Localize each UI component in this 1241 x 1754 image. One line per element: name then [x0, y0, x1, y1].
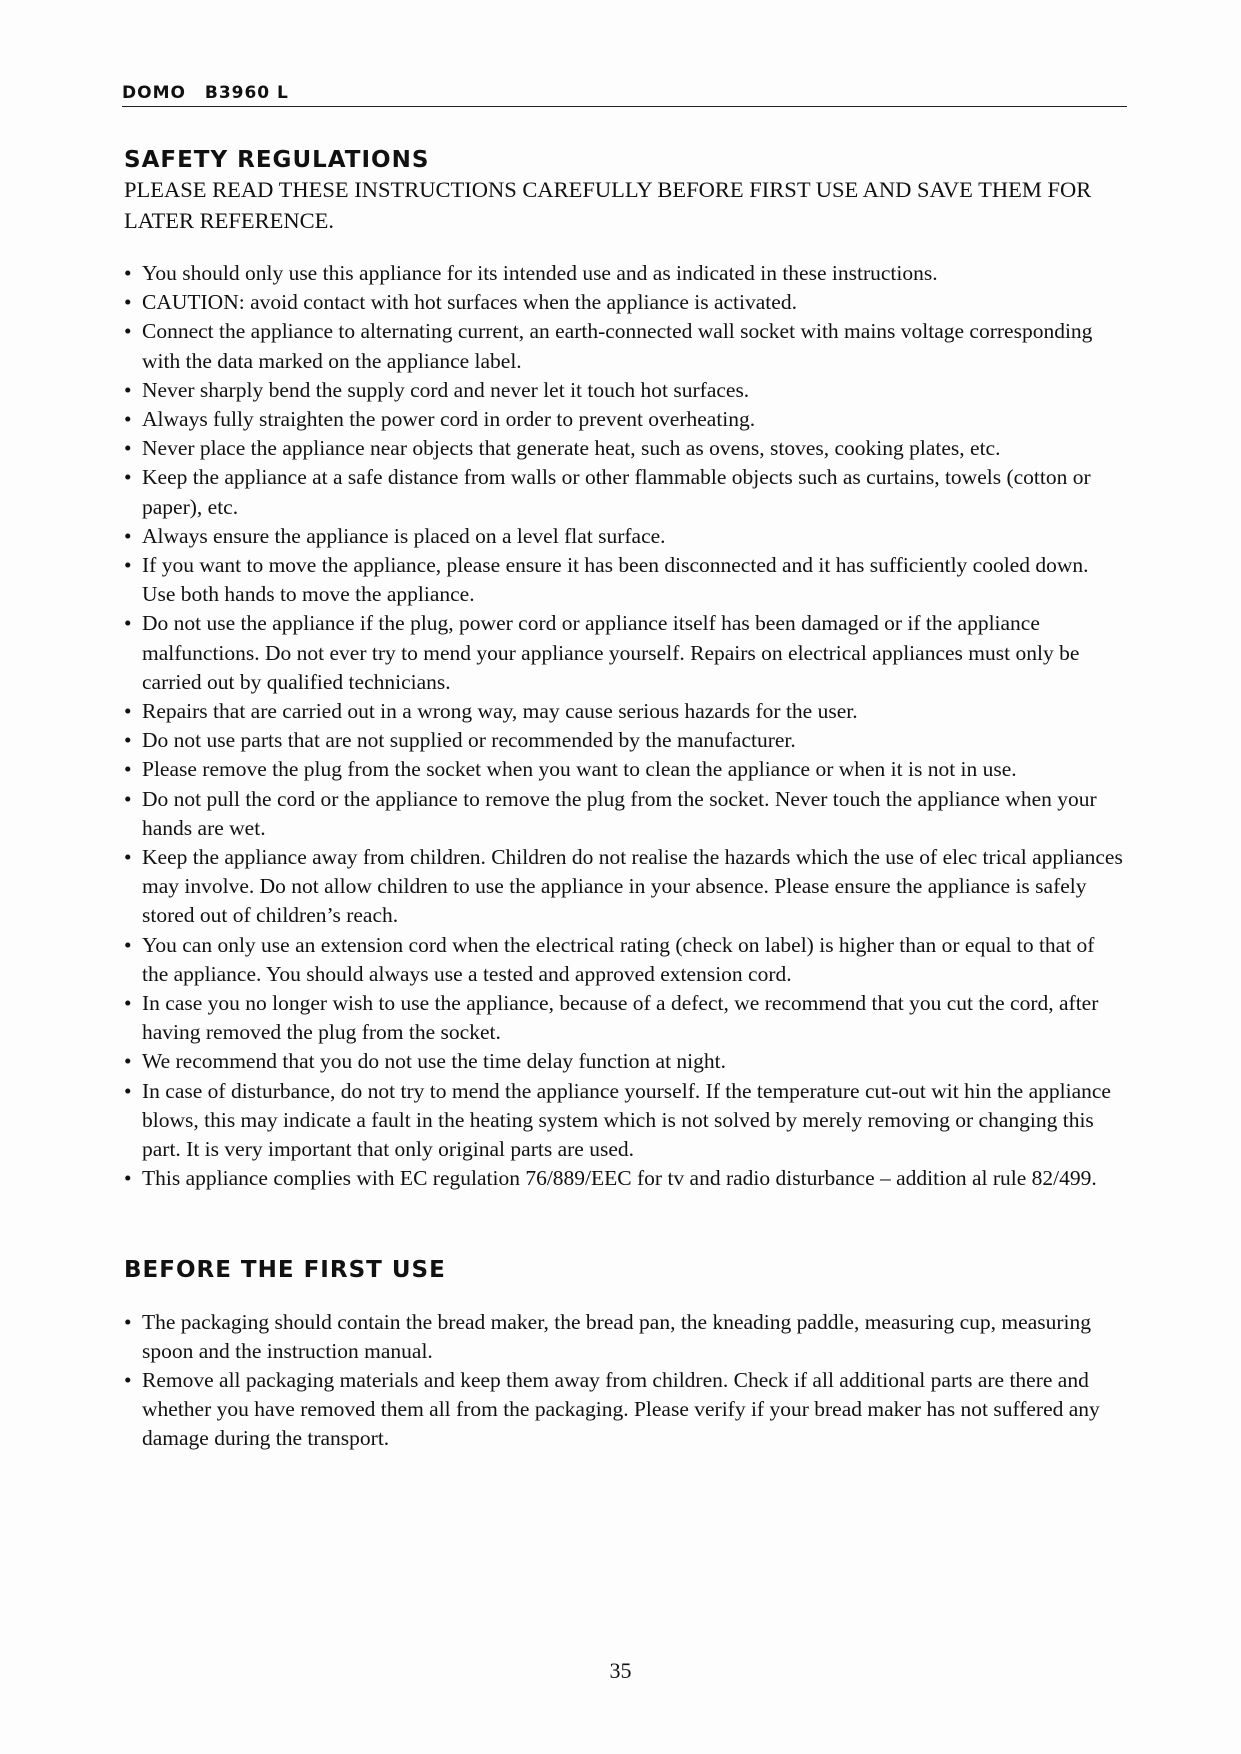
list-item: • Repairs that are carried out in a wrong way, may cause serious hazards for the user. [124, 697, 1124, 726]
list-item: • If you want to move the appliance, please ensure it has been disconnected and it has sufficiently cooled down. Use both hands to move the appliance. [124, 551, 1124, 609]
list-item: • Never sharply bend the supply cord and never let it touch hot surfaces. [124, 376, 1124, 405]
section-title: BEFORE THE FIRST USE [124, 1256, 446, 1283]
list-item: • Always fully straighten the power cord in order to prevent overheating. [124, 405, 1124, 434]
list-item: • Please remove the plug from the socket when you want to clean the appliance or when it is not in use. [124, 755, 1124, 784]
list-item: • We recommend that you do not use the time delay function at night. [124, 1047, 1124, 1076]
list-item: • Do not use the appliance if the plug, power cord or appliance itself has been damaged or if the appliance malfunctions. Do not ever try to mend your appliance yourself. Repairs on electrical appliances must only be carried out by qualified technicians. [124, 609, 1124, 697]
list-item: • The packaging should contain the bread maker, the bread pan, the kneading paddle, measuring cup, measuring spoon and the instruction manual. [124, 1308, 1124, 1366]
list-item: • Connect the appliance to alternating current, an earth-connected wall socket with mains voltage corresponding with the data marked on the appliance label. [124, 317, 1124, 375]
list-item: • Remove all packaging materials and keep them away from children. Check if all additional parts are there and whether you have removed them all from the packaging. Please verify if your bread maker has not suffered any damage during the transport. [124, 1366, 1124, 1454]
section-title: SAFETY REGULATIONS [124, 147, 430, 173]
page-content [124, 146, 1124, 1454]
first-use-list [124, 1308, 1124, 1454]
list-item: • In case you no longer wish to use the appliance, because of a defect, we recommend that you cut the cord, after having removed the plug from the socket. [124, 989, 1124, 1047]
list-item: • You can only use an extension cord when the electrical rating (check on label) is higher than or equal to that of the appliance. You should always use a tested and approved extension cord. [124, 931, 1124, 989]
model-number: B3960 L [204, 83, 289, 103]
list-item: • You should only use this appliance for its intended use and as indicated in these instructions. [124, 259, 1124, 288]
before-first-use-section [124, 1256, 1124, 1454]
safety-list [124, 259, 1124, 1194]
list-item: • Do not pull the cord or the appliance to remove the plug from the socket. Never touch the appliance when your hands are wet. [124, 785, 1124, 843]
list-item: • Never place the appliance near objects that generate heat, such as ovens, stoves, cooking plates, etc. [124, 434, 1124, 463]
brand-name: DOMO [122, 83, 186, 103]
page-number: 35 [609, 1658, 632, 1683]
list-item: • CAUTION: avoid contact with hot surfaces when the appliance is activated. [124, 288, 1124, 317]
list-item: • In case of disturbance, do not try to mend the appliance yourself. If the temperature cut-out wit hin the appliance blows, this may indicate a fault in the heating system which is not solved by merely removing or changing this part. It is very important that only original parts are used. [124, 1077, 1124, 1165]
list-item: • Do not use parts that are not supplied or recommended by the manufacturer. [124, 726, 1124, 755]
list-item: • Keep the appliance away from children. Children do not realise the hazards which the use of elec trical appliances may involve. Do not allow children to use the appliance in your absence. Please ensure the appliance is safely stored out of children’s reach. [124, 843, 1124, 931]
list-item: • Keep the appliance at a safe distance from walls or other flammable objects such as curtains, towels (cotton or paper), etc. [124, 463, 1124, 521]
list-item: • Always ensure the appliance is placed on a level flat surface. [124, 522, 1124, 551]
running-header [122, 83, 1127, 107]
list-item: • This appliance complies with EC regulation 76/889/EEC for tv and radio disturbance – addition al rule 82/499. [124, 1164, 1124, 1193]
intro-paragraph: PLEASE READ THESE INSTRUCTIONS CAREFULLY BEFORE FIRST USE AND SAVE THEM FOR LATER REFERENCE. [124, 177, 1092, 233]
safety-regulations-section [124, 146, 1124, 1194]
